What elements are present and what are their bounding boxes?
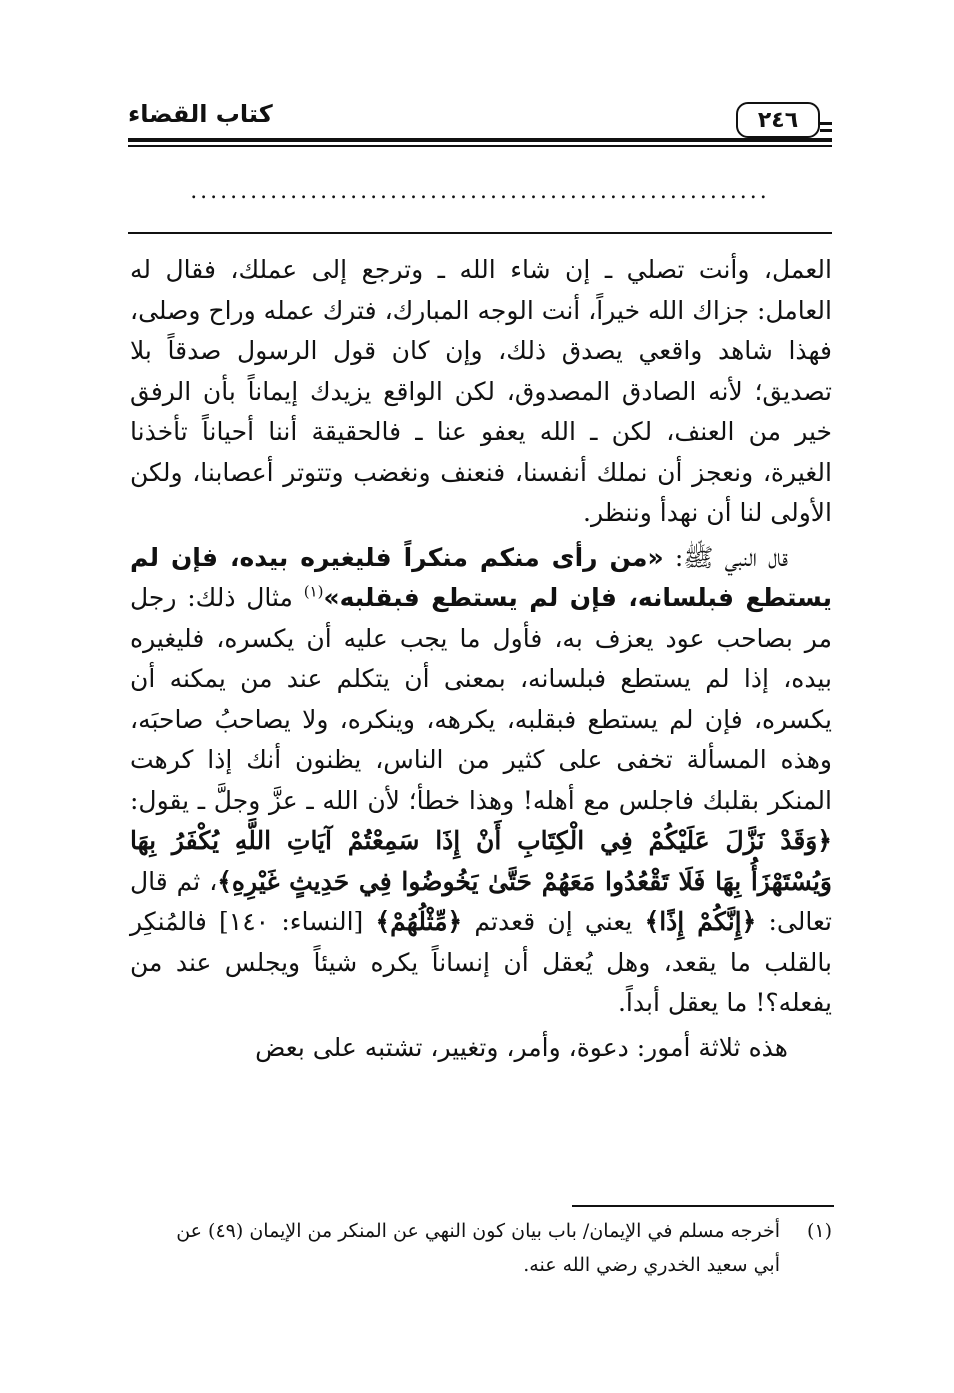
paragraph-text: [النساء: ١٤٠] فالمُنكِر بالقلب ما يقعد، وهل يُعقل أن إنساناً يكره شيئاً ويجلس عند من يفعله؟! ما يعقل أبداً. xyxy=(130,907,832,1017)
quran-verse: ﴿وَقَدْ نَزَّلَ عَلَيْكُمْ فِي الْكِتَابِ أَنْ إِذَا سَمِعْتُمْ آيَاتِ اللَّهِ يُكْفَرُ بِهَا وَيُسْتَهْزَأُ بِهَا فَلَا تَقْعُدُوا مَعَهُمْ حَتَّىٰ يَخُوضُوا فِي حَدِيثٍ غَيْرِهِ﴾ xyxy=(130,826,833,896)
hadith-intro: قال النبي ﷺ: xyxy=(663,542,788,572)
header-ornament-line xyxy=(820,122,832,125)
main-text xyxy=(130,250,832,1068)
quran-verse: ﴿إِنَّكُمْ إِذًا﴾ xyxy=(644,907,757,936)
header-rule-thin xyxy=(128,145,832,147)
footnote xyxy=(130,1214,832,1282)
footnote-text: أخرجه مسلم في الإيمان/ باب بيان كون النهي عن المنكر من الإيمان (٤٩) عن xyxy=(176,1220,780,1242)
paragraph-3 xyxy=(130,1028,832,1069)
paragraph-text: هذه ثلاثة أمور: دعوة، وأمر، وتغيير، تشتبه على بعض xyxy=(255,1032,788,1062)
paragraph-text: ، ثم قال تعالى: xyxy=(130,866,832,936)
paragraph-2 xyxy=(130,538,832,1024)
paragraph-text: مثال ذلك: رجل مر بصاحب عود يعزف به، فأول ما يجب عليه أن يكسره، فليغيره بيده، إذا لم يستطع فبلسانه، بمعنى أن يتكلم عند من يمكنه أن يكسره، فإن لم يستطع فبقلبه، يكرهه، وينكره، ولا يصاحبُ صاحبَه، وهذه المسألة تخفى على كثير من الناس، يظنون أنك إذا كرهت المنكر بقلبك فاجلس مع أهله! وهذا خطأ؛ لأن الله ـ عزَّ وجلَّ ـ يقول: xyxy=(130,583,832,815)
footnote-line xyxy=(130,1214,832,1248)
footnote-text: أبي سعيد الخدري رضي الله عنه. xyxy=(523,1254,780,1276)
footnote-number: (١) xyxy=(806,1220,832,1242)
footnote-rule xyxy=(572,1205,834,1207)
omission-dots: .......................................................... xyxy=(190,179,770,204)
book-title: كتاب القضاء xyxy=(128,100,273,128)
footnote-reference: (١) xyxy=(303,582,324,601)
header-ornament-line xyxy=(820,129,832,132)
header-rule-thick xyxy=(128,138,832,142)
quran-verse: ﴿مِّثْلُهُمْ﴾ xyxy=(375,907,463,936)
page-number: ٢٤٦ xyxy=(736,102,820,138)
hadith-quote: «من رأى منكم منكراً فليغيره بيده، فإن لم يستطع فبلسانه، فإن لم يستطع فبقلبه» xyxy=(130,542,832,612)
paragraph-1: العمل، وأنت تصلي ـ إن شاء الله ـ وترجع إلى عملك، فقال له العامل: جزاك الله خيراً، أنت الوجه المبارك، فترك عمله وراح وصلى، فهذا شاهد واقعي يصدق ذلك، وإن كان قول الرسول صدقاً بلا تصديق؛ لأنه الصادق المصدوق، لكن الواقع يزيدك إيماناً بأن الرفق خير من العنف، لكن ـ الله يعفو عنا ـ فالحقيقة أننا أحياناً تأخذنا الغيرة، ونعجز أن نملك أنفسنا، فنعنف ونغضب وتتوتر أعصابنا، ولكن الأولى لنا أن نهدأ وننظر. xyxy=(130,255,832,527)
page-header xyxy=(128,98,832,148)
separator-line xyxy=(128,232,832,234)
paragraph-text: يعني إن قعدتم xyxy=(462,907,645,936)
